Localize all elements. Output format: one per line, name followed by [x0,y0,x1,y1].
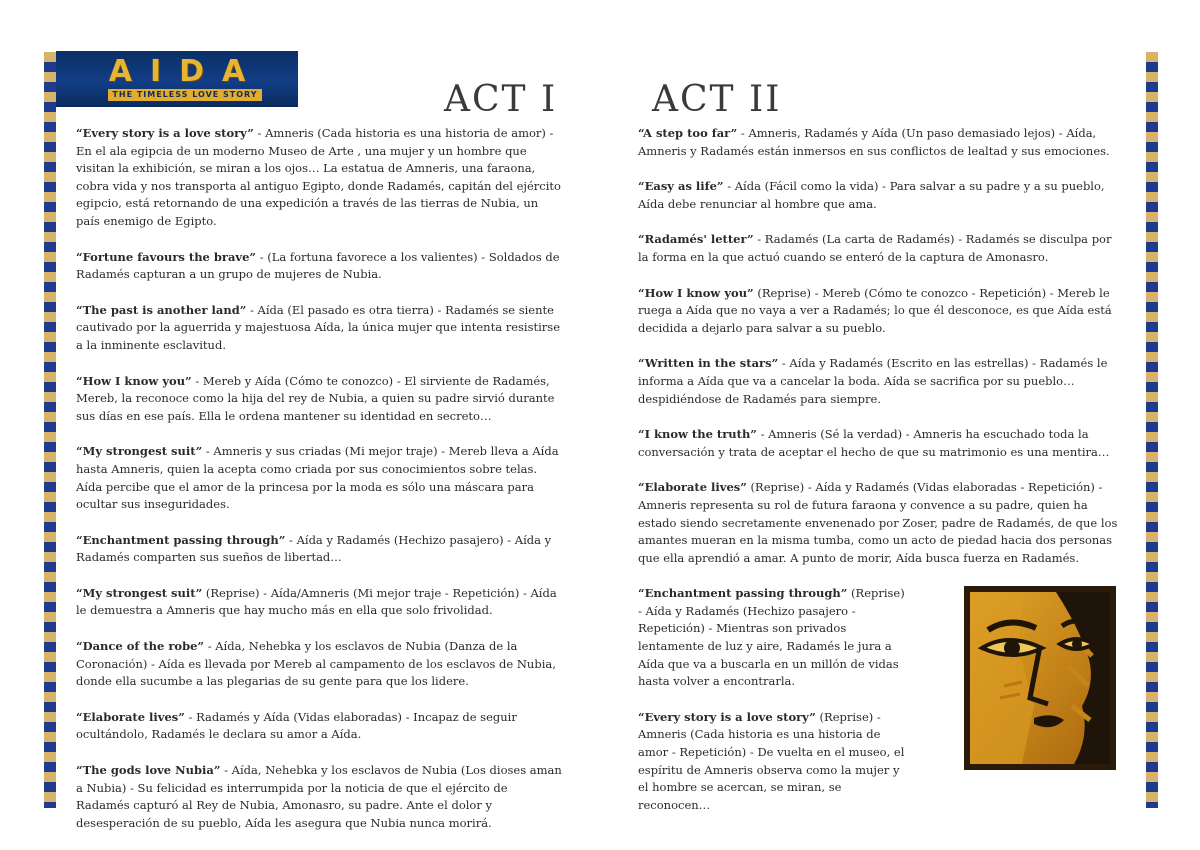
song-item [638,709,910,815]
song-description: - Aída (El pasado es otra tierra) - Radamés se siente cautivado por la aguerrida y majestuosa Aída, la única mujer que intenta resistirse a la inminente esclavitud. [76,302,560,352]
song-title: “I know the truth” [638,427,757,442]
egyptian-face-artwork [964,586,1116,770]
song-title: “Every story is a love story” [76,126,254,140]
song-item [76,532,564,567]
act-one-heading: ACT I [444,79,558,120]
aida-logo [56,51,298,107]
song-item [638,479,1118,567]
song-item [638,285,1118,338]
song-description: (Reprise) - Aída y Radamés (Hechizo pasajero - Repetición) - Mientras son privados lentamente de luz y aire, Radamés le jura a Aída que va a buscarla en un millón de vidas hasta volver a encontrarla. [638,586,905,689]
song-item [76,585,564,620]
song-description: - (La fortuna favorece a los valientes) - Soldados de Radamés capturan a un grupo de mujeres de Nubia. [76,249,560,282]
song-title: “Enchantment passing through” [76,532,286,547]
song-description: (Reprise) - Amneris (Cada historia es una historia de amor - Repetición) - De vuelta en el museo, el espíritu de Amneris observa como la mujer y el hombre se acercan, se miran, se reconocen… [638,709,905,812]
song-title: “Easy as life” [638,179,724,194]
song-title: “The past is another land” [76,302,247,317]
song-description: - Aída y Radamés (Escrito en las estrellas) - Radamés le informa a Aída que va a cancelar la boda. Aída se sacrifica por su pueblo… despidiéndose de Radamés para siempre. [638,356,1108,406]
song-item [76,443,564,513]
song-item [76,302,564,355]
song-title: “Dance of the robe” [76,639,205,654]
act-one-column [76,125,564,850]
song-description: (Reprise) - Mereb (Cómo te conozco - Repetición) - Mereb le ruega a Aída que no vaya a ver a Radamés; lo que él desconoce, es que Aída está decidida a dejarlo para salvar a su pueblo. [638,285,1112,335]
song-title: “Fortune favours the brave” [76,249,257,264]
song-item [76,373,564,426]
song-title: “Elaborate lives” [76,709,185,724]
logo-title: AIDA [108,54,264,89]
song-title: “The gods love Nubia” [76,763,221,778]
song-item [638,426,1118,461]
song-item [76,709,564,744]
song-item [638,355,1118,408]
song-description: - Aída (Fácil como la vida) - Para salvar a su padre y a su pueblo, Aída debe renunciar al hombre que ama. [638,179,1105,211]
song-title: “A step too far” [638,126,738,140]
song-description: - Aída y Radamés (Hechizo pasajero) - Aída y Radamés comparten sus sueños de libertad… [76,532,552,565]
left-decorative-border [44,52,56,808]
song-description: - Amneris (Cada historia es una historia de amor) - En el ala egipcia de un moderno Museo de Arte , una mujer y un hombre que visitan la exhibición, se miran a los ojos… La estatua de Amneris, una faraona, cobra vida y nos transporta al antiguo Egipto, donde Radamés, capitán del ejército egipcio, está retornando de una expedición a través de las tierras de Nubia, un país enemigo de Egipto. [76,126,561,228]
song-item [76,762,564,832]
song-item [638,231,1118,266]
song-description: - Amneris (Sé la verdad) - Amneris ha escuchado toda la conversación y trata de aceptar el hecho de que su matrimonio es una mentira… [638,427,1110,459]
logo-subtitle: THE TIMELESS LOVE STORY [108,89,262,101]
song-description: - Radamés y Aída (Vidas elaboradas) - Incapaz de seguir ocultándolo, Radamés le declara su amor a Aída. [76,709,517,742]
song-description: - Amneris, Radamés y Aída (Un paso demasiado lejos) - Aída, Amneris y Radamés están inmersos en sus conflictos de lealtad y sus emociones. [638,126,1110,158]
song-description: - Aída, Nehebka y los esclavos de Nubia (Danza de la Coronación) - Aída es llevada por Mereb al campamento de los esclavos de Nubia, donde ella sucumbe a las plegarias de su gente para que los lidere. [76,639,556,689]
song-title: “How I know you” [638,285,754,300]
song-item [638,125,1118,160]
song-title: “My strongest suit” [76,444,203,459]
face-artwork-svg [964,586,1116,770]
song-item [76,638,564,691]
song-title: “Written in the stars” [638,356,779,371]
song-description: (Reprise) - Aída y Radamés (Vidas elaboradas - Repetición) - Amneris representa su rol de futura faraona y convence a su padre, quien ha estado siendo secretamente envenenado por Zoser, padre de Radamés, de que los amantes mueran en la misma tumba, como un acto de piedad hacia dos personas que ella aprendió a amar. A punto de morir, Aída busca fuerza en Radamés. [638,480,1118,565]
song-item [76,125,564,231]
song-title: “How I know you” [76,373,192,388]
song-description: - Radamés (La carta de Radamés) - Radamés se disculpa por la forma en la que actuó cuando se enteró de la captura de Amonasro. [638,232,1112,264]
right-decorative-border [1146,52,1158,808]
song-description: - Amneris y sus criadas (Mi mejor traje) - Mereb lleva a Aída hasta Amneris, quien la acepta como criada por sus conocimientos sobre telas. Aída percibe que el amor de la princesa por la moda es sólo una máscara para ocultar sus inseguridades. [76,444,559,512]
song-title: “Radamés' letter” [638,232,754,247]
song-item [638,178,1118,213]
song-description: - Aída, Nehebka y los esclavos de Nubia (Los dioses aman a Nubia) - Su felicidad es interrumpida por la noticia de que el ejército de Radamés capturó al Rey de Nubia, Amonasro, su padre. Ante el dolor y desesperación de su pueblo, Aída les asegura que Nubia nunca morirá. [76,763,562,830]
song-title: “Every story is a love story” [638,709,816,724]
song-title: “My strongest suit” [76,585,203,600]
song-title: “Enchantment passing through” [638,586,848,601]
song-title: “Elaborate lives” [638,480,747,495]
act-two-heading: ACT II [652,79,782,120]
song-description: (Reprise) - Aída/Amneris (Mi mejor traje - Repetición) - Aída le demuestra a Amneris que hay mucho más en ella que solo frivolidad. [76,585,557,618]
song-description: - Mereb y Aída (Cómo te conozco) - El sirviente de Radamés, Mereb, la reconoce como la hija del rey de Nubia, a quien su padre sirvió durante sus días en ese país. Ella le ordena mantener su identidad en secreto… [76,373,555,423]
song-item [76,249,564,284]
song-item [638,585,910,691]
